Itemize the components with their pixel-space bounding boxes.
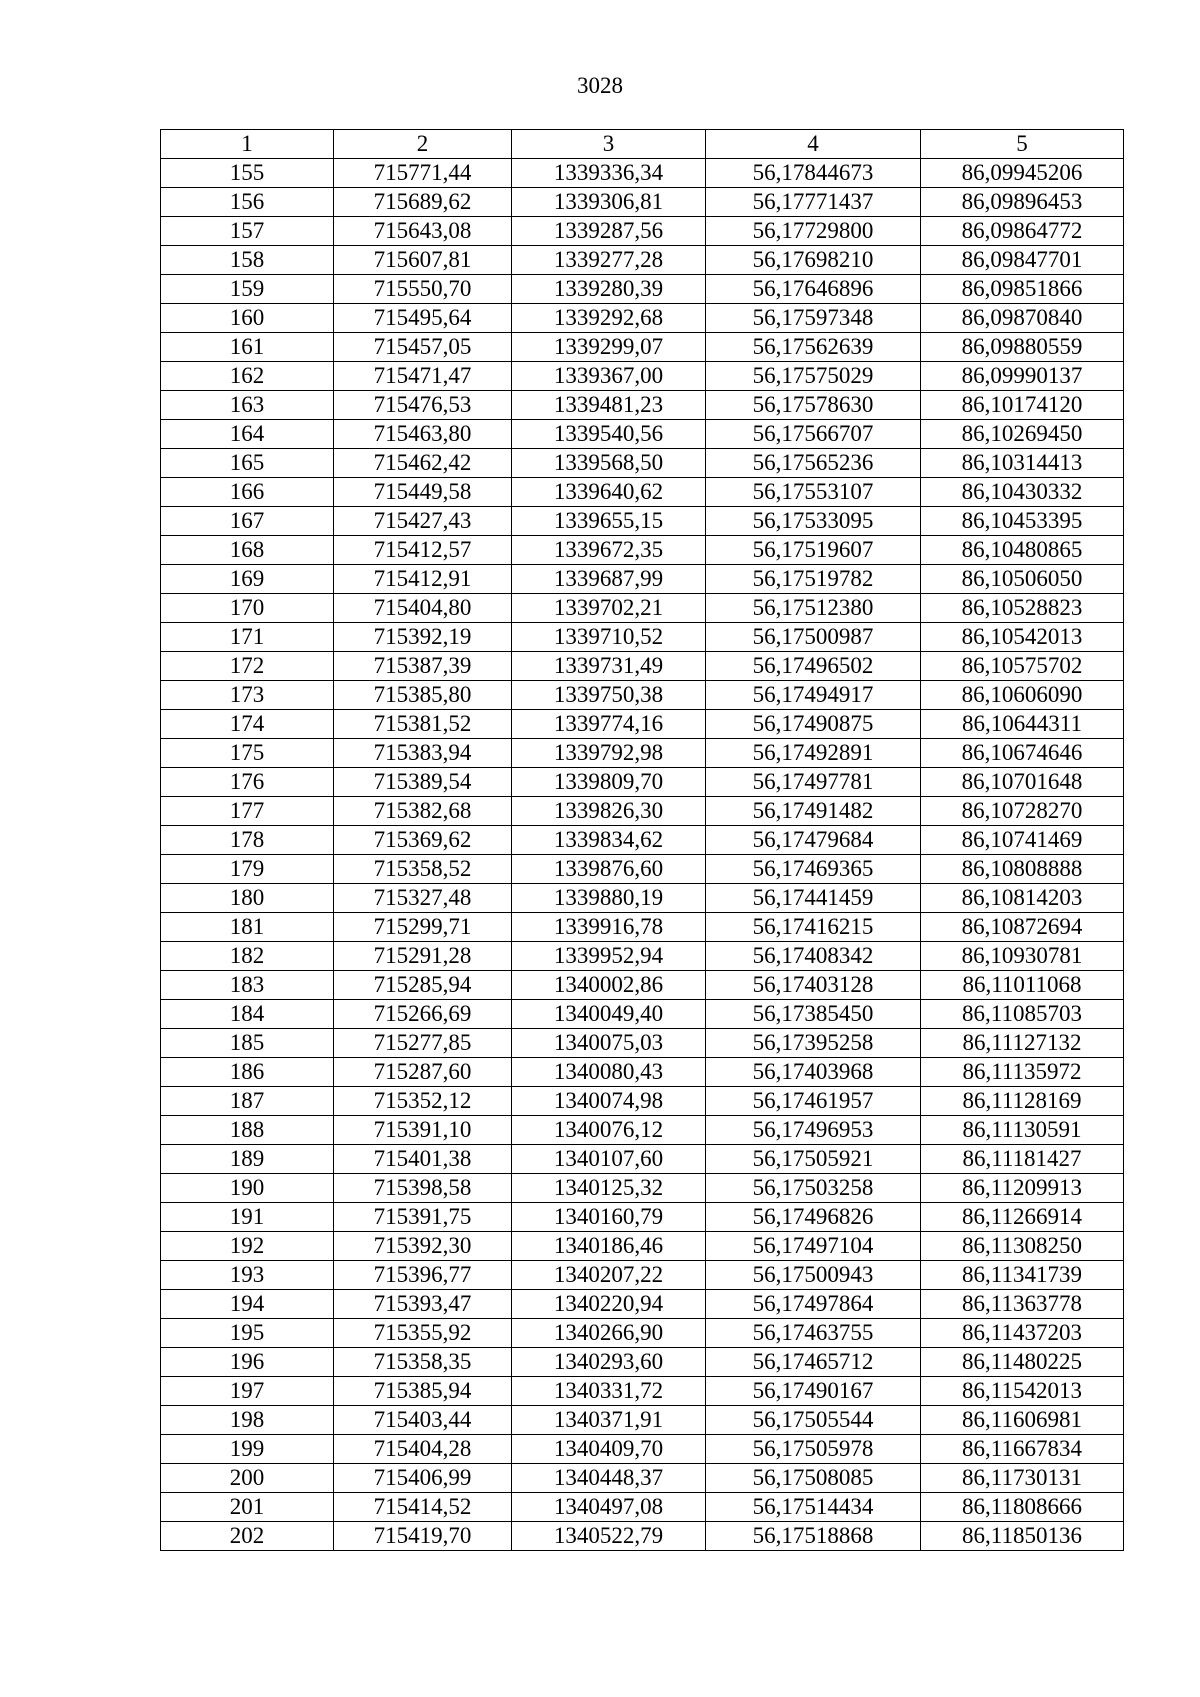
latitude-cell: 56,17497781 <box>706 768 921 797</box>
point-number-cell: 194 <box>161 1290 334 1319</box>
point-number-cell: 195 <box>161 1319 334 1348</box>
latitude-cell: 56,17505921 <box>706 1145 921 1174</box>
latitude-cell: 56,17518868 <box>706 1522 921 1551</box>
longitude-cell: 86,10808888 <box>921 855 1124 884</box>
x-coordinate-cell: 715476,53 <box>334 391 512 420</box>
table-row <box>161 884 1124 913</box>
table-row <box>161 304 1124 333</box>
table-row <box>161 1000 1124 1029</box>
x-coordinate-cell: 715392,19 <box>334 623 512 652</box>
longitude-cell: 86,09896453 <box>921 188 1124 217</box>
y-coordinate-cell: 1340076,12 <box>512 1116 706 1145</box>
latitude-cell: 56,17646896 <box>706 275 921 304</box>
point-number-cell: 173 <box>161 681 334 710</box>
longitude-cell: 86,11667834 <box>921 1435 1124 1464</box>
latitude-cell: 56,17505544 <box>706 1406 921 1435</box>
x-coordinate-cell: 715404,80 <box>334 594 512 623</box>
latitude-cell: 56,17508085 <box>706 1464 921 1493</box>
y-coordinate-cell: 1340075,03 <box>512 1029 706 1058</box>
latitude-cell: 56,17519782 <box>706 565 921 594</box>
y-coordinate-cell: 1339834,62 <box>512 826 706 855</box>
point-number-cell: 165 <box>161 449 334 478</box>
y-coordinate-cell: 1340409,70 <box>512 1435 706 1464</box>
table-row <box>161 1232 1124 1261</box>
y-coordinate-cell: 1340207,22 <box>512 1261 706 1290</box>
longitude-cell: 86,10606090 <box>921 681 1124 710</box>
longitude-cell: 86,11130591 <box>921 1116 1124 1145</box>
point-number-cell: 159 <box>161 275 334 304</box>
y-coordinate-cell: 1339540,56 <box>512 420 706 449</box>
longitude-cell: 86,10930781 <box>921 942 1124 971</box>
latitude-cell: 56,17496502 <box>706 652 921 681</box>
y-coordinate-cell: 1340002,86 <box>512 971 706 1000</box>
table-header-row <box>161 130 1124 159</box>
point-number-cell: 182 <box>161 942 334 971</box>
y-coordinate-cell: 1340080,43 <box>512 1058 706 1087</box>
table-row <box>161 739 1124 768</box>
point-number-cell: 158 <box>161 246 334 275</box>
longitude-cell: 86,09880559 <box>921 333 1124 362</box>
y-coordinate-cell: 1340497,08 <box>512 1493 706 1522</box>
y-coordinate-cell: 1340125,32 <box>512 1174 706 1203</box>
x-coordinate-cell: 715387,39 <box>334 652 512 681</box>
x-coordinate-cell: 715358,52 <box>334 855 512 884</box>
longitude-cell: 86,10701648 <box>921 768 1124 797</box>
column-header: 2 <box>334 130 512 159</box>
point-number-cell: 155 <box>161 159 334 188</box>
longitude-cell: 86,11808666 <box>921 1493 1124 1522</box>
page-number: 3028 <box>577 73 623 98</box>
y-coordinate-cell: 1339655,15 <box>512 507 706 536</box>
table-row <box>161 188 1124 217</box>
latitude-cell: 56,17514434 <box>706 1493 921 1522</box>
table-row <box>161 1522 1124 1551</box>
x-coordinate-cell: 715392,30 <box>334 1232 512 1261</box>
table-row <box>161 855 1124 884</box>
point-number-cell: 180 <box>161 884 334 913</box>
longitude-cell: 86,11308250 <box>921 1232 1124 1261</box>
x-coordinate-cell: 715771,44 <box>334 159 512 188</box>
longitude-cell: 86,09864772 <box>921 217 1124 246</box>
point-number-cell: 170 <box>161 594 334 623</box>
y-coordinate-cell: 1339952,94 <box>512 942 706 971</box>
table-row <box>161 420 1124 449</box>
y-coordinate-cell: 1340160,79 <box>512 1203 706 1232</box>
x-coordinate-cell: 715369,62 <box>334 826 512 855</box>
latitude-cell: 56,17494917 <box>706 681 921 710</box>
latitude-cell: 56,17490875 <box>706 710 921 739</box>
point-number-cell: 177 <box>161 797 334 826</box>
table-row <box>161 449 1124 478</box>
x-coordinate-cell: 715287,60 <box>334 1058 512 1087</box>
table-row <box>161 826 1124 855</box>
x-coordinate-cell: 715352,12 <box>334 1087 512 1116</box>
latitude-cell: 56,17469365 <box>706 855 921 884</box>
x-coordinate-cell: 715419,70 <box>334 1522 512 1551</box>
longitude-cell: 86,10644311 <box>921 710 1124 739</box>
longitude-cell: 86,10674646 <box>921 739 1124 768</box>
longitude-cell: 86,10872694 <box>921 913 1124 942</box>
longitude-cell: 86,10480865 <box>921 536 1124 565</box>
latitude-cell: 56,17562639 <box>706 333 921 362</box>
x-coordinate-cell: 715607,81 <box>334 246 512 275</box>
longitude-cell: 86,09851866 <box>921 275 1124 304</box>
y-coordinate-cell: 1339672,35 <box>512 536 706 565</box>
x-coordinate-cell: 715412,57 <box>334 536 512 565</box>
point-number-cell: 169 <box>161 565 334 594</box>
y-coordinate-cell: 1339367,00 <box>512 362 706 391</box>
y-coordinate-cell: 1339640,62 <box>512 478 706 507</box>
latitude-cell: 56,17492891 <box>706 739 921 768</box>
latitude-cell: 56,17500943 <box>706 1261 921 1290</box>
table-row <box>161 1319 1124 1348</box>
longitude-cell: 86,09847701 <box>921 246 1124 275</box>
longitude-cell: 86,11341739 <box>921 1261 1124 1290</box>
x-coordinate-cell: 715391,75 <box>334 1203 512 1232</box>
longitude-cell: 86,11542013 <box>921 1377 1124 1406</box>
latitude-cell: 56,17395258 <box>706 1029 921 1058</box>
table-row <box>161 1174 1124 1203</box>
point-number-cell: 161 <box>161 333 334 362</box>
table-row <box>161 1261 1124 1290</box>
latitude-cell: 56,17403968 <box>706 1058 921 1087</box>
latitude-cell: 56,17385450 <box>706 1000 921 1029</box>
y-coordinate-cell: 1340220,94 <box>512 1290 706 1319</box>
longitude-cell: 86,11085703 <box>921 1000 1124 1029</box>
point-number-cell: 196 <box>161 1348 334 1377</box>
x-coordinate-cell: 715393,47 <box>334 1290 512 1319</box>
point-number-cell: 171 <box>161 623 334 652</box>
longitude-cell: 86,11480225 <box>921 1348 1124 1377</box>
longitude-cell: 86,11730131 <box>921 1464 1124 1493</box>
x-coordinate-cell: 715471,47 <box>334 362 512 391</box>
y-coordinate-cell: 1340107,60 <box>512 1145 706 1174</box>
latitude-cell: 56,17441459 <box>706 884 921 913</box>
longitude-cell: 86,10314413 <box>921 449 1124 478</box>
point-number-cell: 189 <box>161 1145 334 1174</box>
x-coordinate-cell: 715404,28 <box>334 1435 512 1464</box>
x-coordinate-cell: 715358,35 <box>334 1348 512 1377</box>
x-coordinate-cell: 715550,70 <box>334 275 512 304</box>
point-number-cell: 193 <box>161 1261 334 1290</box>
latitude-cell: 56,17844673 <box>706 159 921 188</box>
latitude-cell: 56,17465712 <box>706 1348 921 1377</box>
y-coordinate-cell: 1340371,91 <box>512 1406 706 1435</box>
longitude-cell: 86,09945206 <box>921 159 1124 188</box>
table-row <box>161 1348 1124 1377</box>
table-row <box>161 159 1124 188</box>
column-header: 3 <box>512 130 706 159</box>
x-coordinate-cell: 715396,77 <box>334 1261 512 1290</box>
longitude-cell: 86,10542013 <box>921 623 1124 652</box>
y-coordinate-cell: 1339880,19 <box>512 884 706 913</box>
longitude-cell: 86,10575702 <box>921 652 1124 681</box>
longitude-cell: 86,11209913 <box>921 1174 1124 1203</box>
point-number-cell: 198 <box>161 1406 334 1435</box>
x-coordinate-cell: 715643,08 <box>334 217 512 246</box>
table-row <box>161 681 1124 710</box>
y-coordinate-cell: 1339702,21 <box>512 594 706 623</box>
table-row <box>161 797 1124 826</box>
point-number-cell: 167 <box>161 507 334 536</box>
y-coordinate-cell: 1339568,50 <box>512 449 706 478</box>
table-row <box>161 275 1124 304</box>
y-coordinate-cell: 1339876,60 <box>512 855 706 884</box>
longitude-cell: 86,11606981 <box>921 1406 1124 1435</box>
x-coordinate-cell: 715389,54 <box>334 768 512 797</box>
y-coordinate-cell: 1340186,46 <box>512 1232 706 1261</box>
latitude-cell: 56,17771437 <box>706 188 921 217</box>
point-number-cell: 156 <box>161 188 334 217</box>
y-coordinate-cell: 1339774,16 <box>512 710 706 739</box>
point-number-cell: 191 <box>161 1203 334 1232</box>
y-coordinate-cell: 1339826,30 <box>512 797 706 826</box>
point-number-cell: 184 <box>161 1000 334 1029</box>
table-row <box>161 768 1124 797</box>
x-coordinate-cell: 715391,10 <box>334 1116 512 1145</box>
x-coordinate-cell: 715299,71 <box>334 913 512 942</box>
latitude-cell: 56,17500987 <box>706 623 921 652</box>
longitude-cell: 86,11363778 <box>921 1290 1124 1319</box>
x-coordinate-cell: 715495,64 <box>334 304 512 333</box>
x-coordinate-cell: 715355,92 <box>334 1319 512 1348</box>
table-body <box>161 130 1124 1551</box>
y-coordinate-cell: 1339916,78 <box>512 913 706 942</box>
latitude-cell: 56,17533095 <box>706 507 921 536</box>
point-number-cell: 199 <box>161 1435 334 1464</box>
point-number-cell: 188 <box>161 1116 334 1145</box>
point-number-cell: 200 <box>161 1464 334 1493</box>
y-coordinate-cell: 1339292,68 <box>512 304 706 333</box>
longitude-cell: 86,10174120 <box>921 391 1124 420</box>
y-coordinate-cell: 1340049,40 <box>512 1000 706 1029</box>
longitude-cell: 86,09870840 <box>921 304 1124 333</box>
point-number-cell: 197 <box>161 1377 334 1406</box>
table-row <box>161 1464 1124 1493</box>
point-number-cell: 185 <box>161 1029 334 1058</box>
table-row <box>161 710 1124 739</box>
x-coordinate-cell: 715689,62 <box>334 188 512 217</box>
point-number-cell: 187 <box>161 1087 334 1116</box>
column-header: 5 <box>921 130 1124 159</box>
table-row <box>161 623 1124 652</box>
table-row <box>161 652 1124 681</box>
longitude-cell: 86,10728270 <box>921 797 1124 826</box>
longitude-cell: 86,09990137 <box>921 362 1124 391</box>
point-number-cell: 176 <box>161 768 334 797</box>
table-row <box>161 1087 1124 1116</box>
x-coordinate-cell: 715414,52 <box>334 1493 512 1522</box>
x-coordinate-cell: 715327,48 <box>334 884 512 913</box>
x-coordinate-cell: 715381,52 <box>334 710 512 739</box>
longitude-cell: 86,11135972 <box>921 1058 1124 1087</box>
x-coordinate-cell: 715291,28 <box>334 942 512 971</box>
table-row <box>161 1029 1124 1058</box>
latitude-cell: 56,17553107 <box>706 478 921 507</box>
latitude-cell: 56,17497864 <box>706 1290 921 1319</box>
latitude-cell: 56,17575029 <box>706 362 921 391</box>
latitude-cell: 56,17578630 <box>706 391 921 420</box>
table-row <box>161 1406 1124 1435</box>
latitude-cell: 56,17503258 <box>706 1174 921 1203</box>
coordinates-table <box>160 129 1124 1551</box>
table-row <box>161 391 1124 420</box>
table-row <box>161 1435 1124 1464</box>
table-row <box>161 971 1124 1000</box>
point-number-cell: 179 <box>161 855 334 884</box>
x-coordinate-cell: 715457,05 <box>334 333 512 362</box>
longitude-cell: 86,10269450 <box>921 420 1124 449</box>
table-row <box>161 1377 1124 1406</box>
latitude-cell: 56,17491482 <box>706 797 921 826</box>
column-header: 4 <box>706 130 921 159</box>
y-coordinate-cell: 1340266,90 <box>512 1319 706 1348</box>
table-row <box>161 1116 1124 1145</box>
latitude-cell: 56,17519607 <box>706 536 921 565</box>
table-row <box>161 1145 1124 1174</box>
point-number-cell: 174 <box>161 710 334 739</box>
table-row <box>161 1290 1124 1319</box>
table-row <box>161 594 1124 623</box>
point-number-cell: 160 <box>161 304 334 333</box>
longitude-cell: 86,11437203 <box>921 1319 1124 1348</box>
longitude-cell: 86,10430332 <box>921 478 1124 507</box>
x-coordinate-cell: 715463,80 <box>334 420 512 449</box>
point-number-cell: 168 <box>161 536 334 565</box>
latitude-cell: 56,17408342 <box>706 942 921 971</box>
point-number-cell: 166 <box>161 478 334 507</box>
latitude-cell: 56,17597348 <box>706 304 921 333</box>
x-coordinate-cell: 715277,85 <box>334 1029 512 1058</box>
latitude-cell: 56,17416215 <box>706 913 921 942</box>
longitude-cell: 86,11128169 <box>921 1087 1124 1116</box>
longitude-cell: 86,11181427 <box>921 1145 1124 1174</box>
longitude-cell: 86,10814203 <box>921 884 1124 913</box>
point-number-cell: 190 <box>161 1174 334 1203</box>
latitude-cell: 56,17496953 <box>706 1116 921 1145</box>
table-row <box>161 913 1124 942</box>
column-header: 1 <box>161 130 334 159</box>
latitude-cell: 56,17496826 <box>706 1203 921 1232</box>
x-coordinate-cell: 715382,68 <box>334 797 512 826</box>
y-coordinate-cell: 1339731,49 <box>512 652 706 681</box>
point-number-cell: 157 <box>161 217 334 246</box>
latitude-cell: 56,17565236 <box>706 449 921 478</box>
table-row <box>161 478 1124 507</box>
longitude-cell: 86,10528823 <box>921 594 1124 623</box>
table-row <box>161 565 1124 594</box>
y-coordinate-cell: 1340293,60 <box>512 1348 706 1377</box>
latitude-cell: 56,17403128 <box>706 971 921 1000</box>
y-coordinate-cell: 1339710,52 <box>512 623 706 652</box>
longitude-cell: 86,10506050 <box>921 565 1124 594</box>
table-row <box>161 217 1124 246</box>
x-coordinate-cell: 715266,69 <box>334 1000 512 1029</box>
point-number-cell: 202 <box>161 1522 334 1551</box>
y-coordinate-cell: 1339809,70 <box>512 768 706 797</box>
y-coordinate-cell: 1339792,98 <box>512 739 706 768</box>
y-coordinate-cell: 1339481,23 <box>512 391 706 420</box>
point-number-cell: 201 <box>161 1493 334 1522</box>
x-coordinate-cell: 715462,42 <box>334 449 512 478</box>
y-coordinate-cell: 1339306,81 <box>512 188 706 217</box>
y-coordinate-cell: 1339287,56 <box>512 217 706 246</box>
y-coordinate-cell: 1340331,72 <box>512 1377 706 1406</box>
x-coordinate-cell: 715403,44 <box>334 1406 512 1435</box>
point-number-cell: 164 <box>161 420 334 449</box>
table-row <box>161 942 1124 971</box>
x-coordinate-cell: 715427,43 <box>334 507 512 536</box>
y-coordinate-cell: 1339299,07 <box>512 333 706 362</box>
table-row <box>161 246 1124 275</box>
point-number-cell: 175 <box>161 739 334 768</box>
longitude-cell: 86,10453395 <box>921 507 1124 536</box>
longitude-cell: 86,11850136 <box>921 1522 1124 1551</box>
y-coordinate-cell: 1339277,28 <box>512 246 706 275</box>
longitude-cell: 86,11266914 <box>921 1203 1124 1232</box>
y-coordinate-cell: 1339280,39 <box>512 275 706 304</box>
latitude-cell: 56,17463755 <box>706 1319 921 1348</box>
point-number-cell: 181 <box>161 913 334 942</box>
x-coordinate-cell: 715385,80 <box>334 681 512 710</box>
point-number-cell: 163 <box>161 391 334 420</box>
latitude-cell: 56,17461957 <box>706 1087 921 1116</box>
latitude-cell: 56,17698210 <box>706 246 921 275</box>
table-row <box>161 1203 1124 1232</box>
x-coordinate-cell: 715383,94 <box>334 739 512 768</box>
y-coordinate-cell: 1340522,79 <box>512 1522 706 1551</box>
x-coordinate-cell: 715385,94 <box>334 1377 512 1406</box>
point-number-cell: 162 <box>161 362 334 391</box>
point-number-cell: 183 <box>161 971 334 1000</box>
y-coordinate-cell: 1339750,38 <box>512 681 706 710</box>
point-number-cell: 172 <box>161 652 334 681</box>
y-coordinate-cell: 1339336,34 <box>512 159 706 188</box>
table-row <box>161 1058 1124 1087</box>
x-coordinate-cell: 715412,91 <box>334 565 512 594</box>
table-row <box>161 362 1124 391</box>
x-coordinate-cell: 715285,94 <box>334 971 512 1000</box>
y-coordinate-cell: 1340448,37 <box>512 1464 706 1493</box>
point-number-cell: 192 <box>161 1232 334 1261</box>
table-row <box>161 1493 1124 1522</box>
latitude-cell: 56,17566707 <box>706 420 921 449</box>
table-row <box>161 333 1124 362</box>
latitude-cell: 56,17497104 <box>706 1232 921 1261</box>
latitude-cell: 56,17505978 <box>706 1435 921 1464</box>
y-coordinate-cell: 1339687,99 <box>512 565 706 594</box>
x-coordinate-cell: 715406,99 <box>334 1464 512 1493</box>
x-coordinate-cell: 715449,58 <box>334 478 512 507</box>
x-coordinate-cell: 715398,58 <box>334 1174 512 1203</box>
x-coordinate-cell: 715401,38 <box>334 1145 512 1174</box>
longitude-cell: 86,11127132 <box>921 1029 1124 1058</box>
latitude-cell: 56,17479684 <box>706 826 921 855</box>
point-number-cell: 186 <box>161 1058 334 1087</box>
table-row <box>161 536 1124 565</box>
table-row <box>161 507 1124 536</box>
longitude-cell: 86,10741469 <box>921 826 1124 855</box>
latitude-cell: 56,17729800 <box>706 217 921 246</box>
point-number-cell: 178 <box>161 826 334 855</box>
y-coordinate-cell: 1340074,98 <box>512 1087 706 1116</box>
latitude-cell: 56,17512380 <box>706 594 921 623</box>
longitude-cell: 86,11011068 <box>921 971 1124 1000</box>
latitude-cell: 56,17490167 <box>706 1377 921 1406</box>
